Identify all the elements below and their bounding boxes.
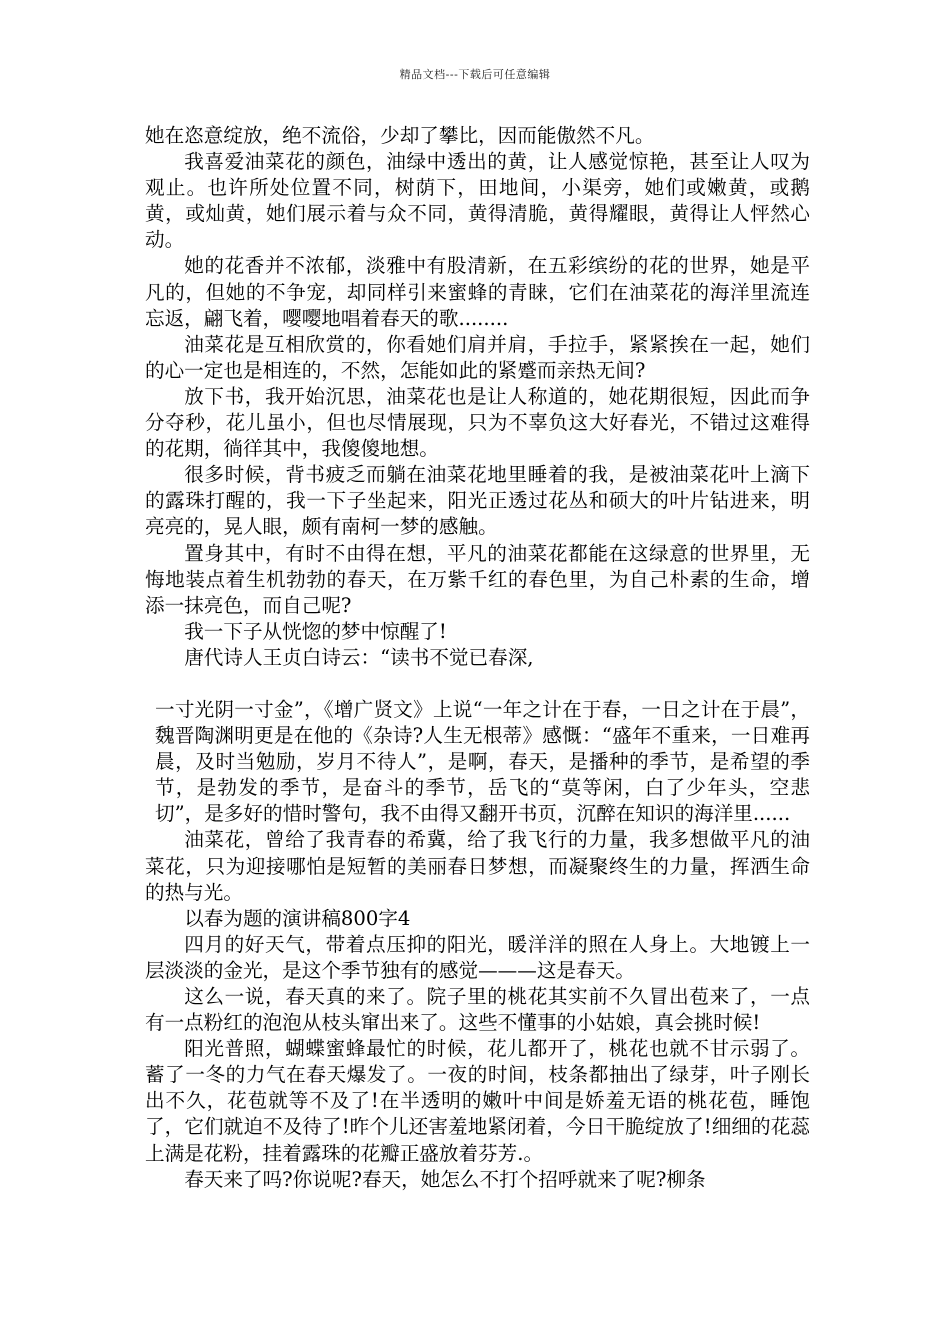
- paragraph: 我喜爱油菜花的颜色，油绿中透出的黄，让人感觉惊艳，甚至让人叹为观止。也许所处位置不同，树荫下，田地间，小渠旁，她们或嫩黄，或鹅黄，或灿黄，她们展示着与众不同，黄得清脆，黄得耀眼，黄得让人怦然心动。: [145, 150, 810, 252]
- paragraph: 这么一说，春天真的来了。院子里的桃花其实前不久冒出苞来了，一点有一点粉红的泡泡从枝头窜出来了。这些不懂事的小姑娘，真会挑时候!: [145, 985, 810, 1035]
- paragraph: 阳光普照，蝴蝶蜜蜂最忙的时候，花儿都开了，桃花也就不甘示弱了。蓄了一冬的力气在春天爆发了。一夜的时间，枝条都抽出了绿芽，叶子刚长出不久，花苞就等不及了!在半透明的嫩叶中间是娇羞无语的桃花苞，睡饱了，它们就迫不及待了!昨个儿还害羞地紧闭着，今日干脆绽放了!细细的花蕊上满是花粉，挂着露珠的花瓣正盛放着芬芳.。: [145, 1037, 810, 1165]
- paragraph: 唐代诗人王贞白诗云：“读书不觉已春深,: [184, 645, 534, 669]
- paragraph: 油菜花是互相欣赏的，你看她们肩并肩，手拉手，紧紧挨在一起，她们的心一定也是相连的，不然，怎能如此的紧蹙而亲热无间?: [145, 332, 810, 382]
- paragraph: 春天来了吗?你说呢?春天，她怎么不打个招呼就来了呢?柳条: [184, 1167, 706, 1191]
- paragraph: 放下书，我开始沉思，油菜花也是让人称道的，她花期很短，因此而争分夺秒，花儿虽小，但也尽情展现，只为不辜负这大好春光，不错过这难得的花期，徜徉其中，我傻傻地想。: [145, 384, 810, 461]
- paragraph: 她在恣意绽放，绝不流俗，少却了攀比，因而能傲然不凡。: [145, 124, 655, 147]
- page-header: 精品文档---下载后可任意编辑: [399, 68, 551, 81]
- article-body: [145, 123, 810, 1193]
- paragraph: 油菜花，曾给了我青春的希冀，给了我飞行的力量，我多想做平凡的油菜花，只为迎接哪怕是短暂的美丽春日梦想，而凝聚终生的力量，挥洒生命的热与光。: [145, 828, 810, 904]
- paragraph: 一寸光阴一寸金”，《增广贤文》上说“一年之计在于春，一日之计在于晨”，魏晋陶渊明更是在他的《杂诗?人生无根蒂》感慨：“盛年不重来，一日难再晨，及时当勉励，岁月不待人”，是啊，春天，是播种的季节，是希望的季节，是勃发的季节，是奋斗的季节，岳飞的“莫等闲，白了少年头，空悲切”，是多好的惜时警句，我不由得又翻开书页，沉醉在知识的海洋里......: [155, 697, 810, 826]
- paragraph: 四月的好天气，带着点压抑的阳光，暖洋洋的照在人身上。大地镀上一层淡淡的金光，是这个季节独有的感觉———这是春天。: [145, 932, 810, 982]
- section-title: 以春为题的演讲稿800字4: [184, 906, 411, 930]
- paragraph: 置身其中，有时不由得在想，平凡的油菜花都能在这绿意的世界里，无悔地装点着生机勃勃的春天，在万紫千红的春色里，为自己朴素的生命，增添一抹亮色，而自己呢?: [145, 541, 810, 617]
- paragraph: 她的花香并不浓郁，淡雅中有股清新，在五彩缤纷的花的世界，她是平凡的，但她的不争宠，却同样引来蜜蜂的青睐，它们在油菜花的海洋里流连忘返，翩飞着，嘤嘤地唱着春天的歌........: [145, 254, 810, 330]
- paragraph: 我一下子从恍惚的梦中惊醒了!: [184, 619, 447, 643]
- paragraph: 很多时候，背书疲乏而躺在油菜花地里睡着的我，是被油菜花叶上滴下的露珠打醒的，我一下子坐起来，阳光正透过花丛和硕大的叶片钻进来，明亮亮的，晃人眼，颇有南柯一梦的感触。: [145, 463, 810, 539]
